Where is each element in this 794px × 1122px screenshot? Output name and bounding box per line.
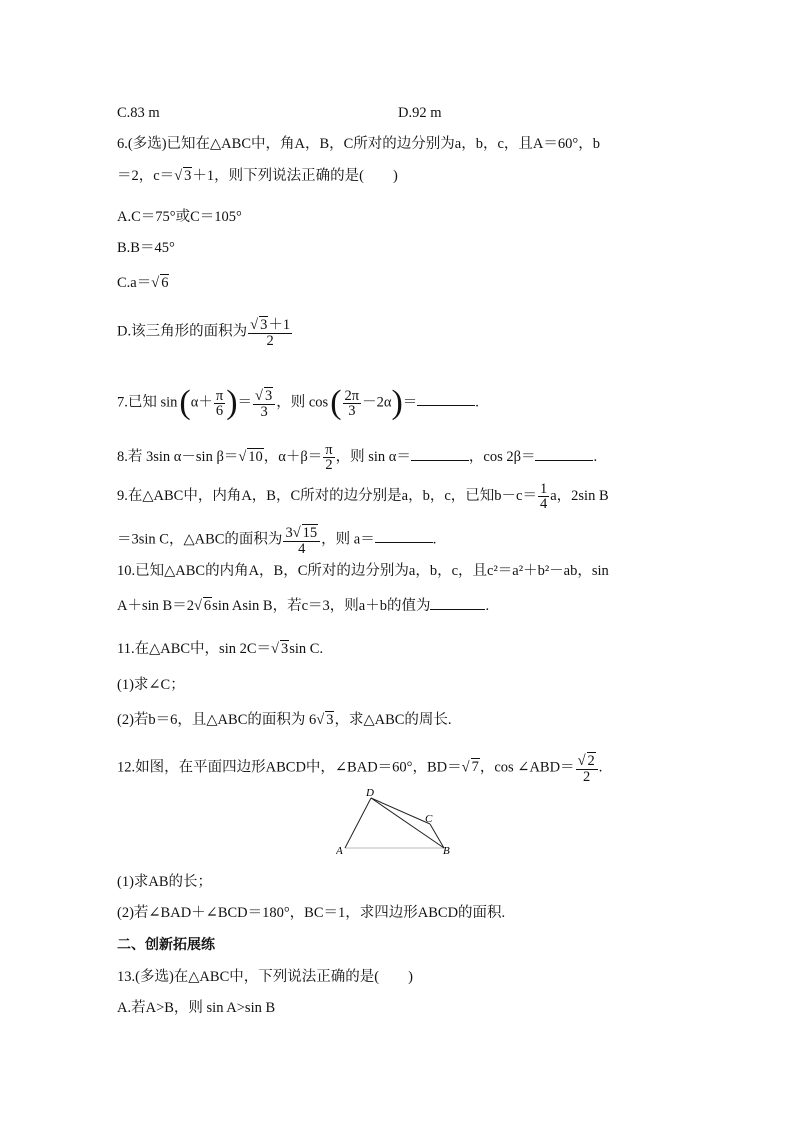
segment-db [371,798,444,848]
q11-stem: 11.在△ABC中，sin 2C＝√ 3sin C. [117,641,324,657]
q5-option-d: D.92 m [398,105,442,121]
q6-sqrt: 3 [184,168,192,184]
q8-answer-blank-1[interactable] [411,448,469,461]
q9-answer-blank[interactable] [375,530,433,543]
q6-option-c: C.a＝√ 6 [117,275,169,291]
q11-part1: (1)求∠C； [117,677,185,693]
q13-option-a: A.若A>B，则 sin A>sin B [117,1000,276,1016]
q7-answer-blank[interactable] [417,393,475,406]
q9-stem-line1: 9.在△ABC中，内角A，B，C所对的边分别是a，b，c，已知b－c＝ $\frac{1}{4}$ a，2sin B [117,481,609,512]
segment-dc [371,798,430,824]
q12-stem: 12.如图，在平面四边形ABCD中，∠BAD＝60°，BD＝√ 7，cos ∠ABD＝ $\frac{√ 2}{2}$ . [117,753,603,785]
q5-option-c: C.83 m [117,105,160,121]
quadrilateral-figure [336,786,466,858]
q8-answer-blank-2[interactable] [535,448,593,461]
segment-cb [430,824,444,848]
q13-stem: 13.(多选)在△ABC中，下列说法正确的是( ) [117,969,413,985]
q6-area-fraction: $\frac{√ 3+1}{2}$ [250,317,291,349]
q12-part2: (2)若∠BAD＋∠BCD＝180°，BC＝1，求四边形ABCD的面积. [117,905,506,921]
q8-stem: 8.若 3sin α－sin β＝√ 10，α＋β＝ $\frac{\pi}{2}$ ，则 sin α＝ ，cos 2β＝ . [117,442,598,473]
q6-stem-line2: ＝2，c＝√ 3＋1，则下列说法正确的是( ) [117,168,398,184]
q10-stem-line2: A＋sin B＝2√ 6sin Asin B，若c＝3，则a＋b的值为 . [117,598,490,614]
q6-option-a: A.C＝75°或C＝105° [117,209,242,225]
label-d: D [366,787,374,799]
label-b: B [443,845,450,857]
label-c: C [425,813,433,825]
section-heading: 二、创新拓展练 [117,937,215,953]
q6-stem-line1: 6.(多选)已知在△ABC中，角A，B，C所对的边分别为a，b，c，且A＝60°，b [117,136,600,152]
q7-stem: 7.已知 sin(α＋ $\frac{\pi}{6}$ )＝ $\frac{√ 3}{3}$ ，则 cos( $\frac{2\pi}{3}$ －2α)＝ . [117,384,479,421]
q10-answer-blank[interactable] [430,597,485,610]
q12-part1: (1)求AB的长； [117,874,213,890]
q10-stem-line1: 10.已知△ABC的内角A，B，C所对的边分别为a，b，c，且c²＝a²＋b²－ab，sin [117,563,609,579]
label-a: A [336,845,343,857]
q6-option-b: B.B＝45° [117,240,175,256]
q6-option-d: D.该三角形的面积为 $\frac{√ 3+1}{2}$ [117,317,291,349]
q9-stem-line2: ＝3sin C，△ABC的面积为 $\frac{3√ 15}{4}$ ，则 a＝ . [117,525,437,557]
q11-part2: (2)若b＝6，且△ABC的面积为 6√ 3，求△ABC的周长. [117,712,452,728]
segment-ad [345,798,371,848]
